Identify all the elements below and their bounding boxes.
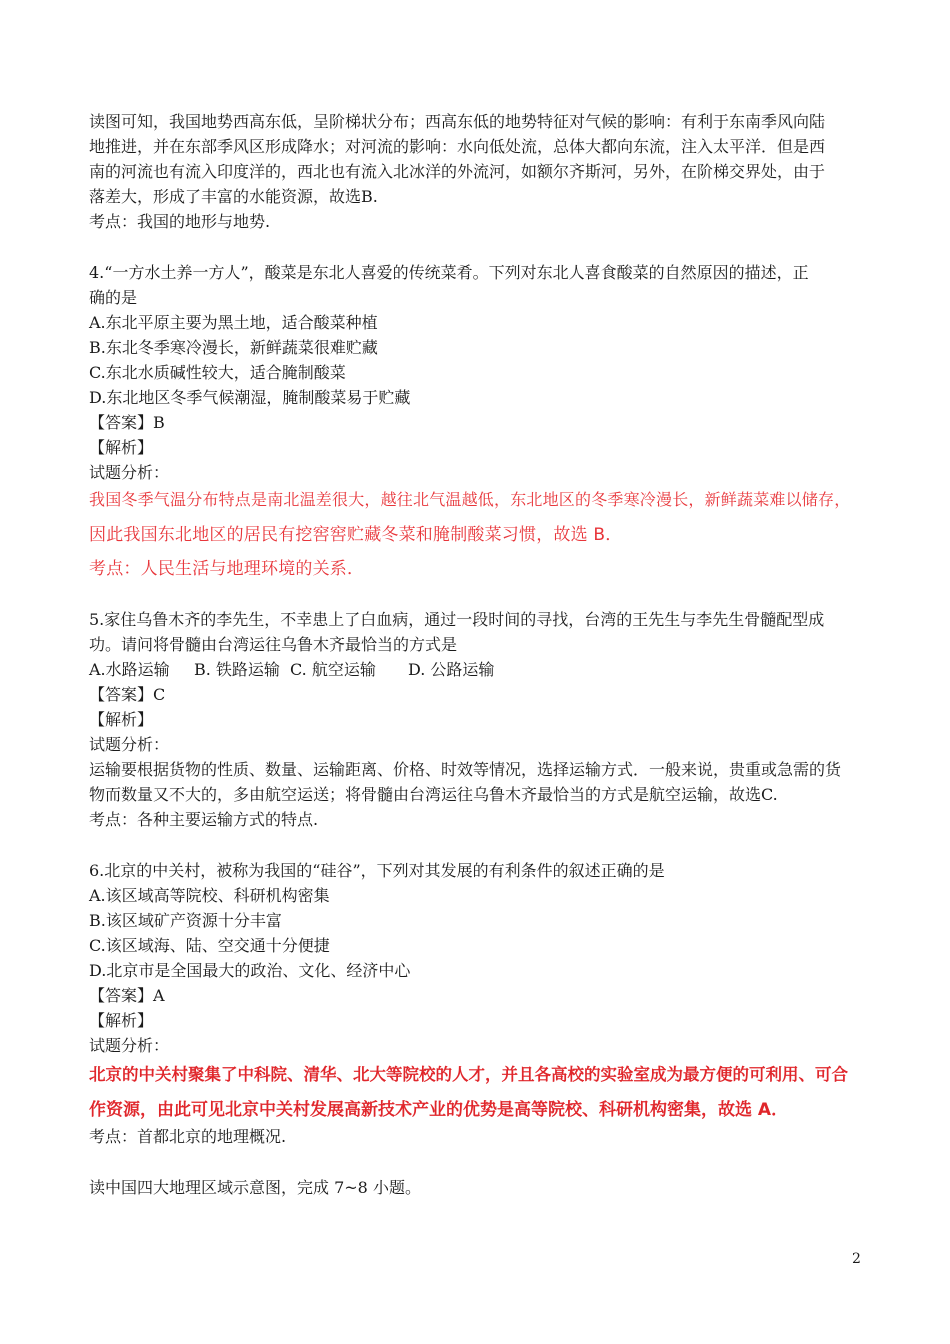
q4-option-a: A.东北平原主要为黑土地，适合酸菜种植 xyxy=(89,313,378,332)
q5-analysis-line-1: 运输要根据货物的性质、数量、运输距离、价格、时效等情况，选择运输方式．一般来说，贵重或急需的货 xyxy=(89,760,842,779)
q4-jiexi: 【解析】 xyxy=(89,438,154,457)
q6-fenxi: 试题分析： xyxy=(89,1036,170,1055)
intro-line-3: 南的河流也有流入印度洋的，西北也有流入北冰洋的外流河，如额尔齐斯河，另外，在阶梯交界处，由于 xyxy=(89,162,826,181)
q6-analysis-line-1: 北京的中关村聚集了中科院、清华、北大等院校的人才，并且各高校的实验室成为最方便的可利用、可合 xyxy=(89,1065,848,1084)
q6-option-b: B.该区域矿产资源十分丰富 xyxy=(89,911,282,930)
q5-analysis-line-2: 物而数量又不大的，多由航空运送；将骨髓由台湾运往乌鲁木齐最恰当的方式是航空运输，故选C. xyxy=(89,785,778,804)
q5-stem-2: 功。请问将骨髓由台湾运往乌鲁木齐最恰当的方式是 xyxy=(89,635,458,654)
q4-option-d: D.东北地区冬季气候潮湿，腌制酸菜易于贮藏 xyxy=(89,388,411,407)
q5-option-a: A.水路运输 xyxy=(89,660,170,679)
q5-kaodian: 考点：各种主要运输方式的特点. xyxy=(89,810,319,829)
next-question-intro: 读中国四大地理区域示意图，完成 7~8 小题。 xyxy=(89,1178,421,1197)
q5-jiexi: 【解析】 xyxy=(89,710,154,729)
intro-line-1: 读图可知，我国地势西高东低，呈阶梯状分布；西高东低的地势特征对气候的影响：有利于东南季风向陆 xyxy=(89,112,826,131)
q6-option-d: D.北京市是全国最大的政治、文化、经济中心 xyxy=(89,961,411,980)
q4-stem-1: 4.“一方水土养一方人”，酸菜是东北人喜爱的传统菜肴。下列对东北人喜食酸菜的自然原因的描述，正 xyxy=(89,263,809,282)
intro-kaodian: 考点：我国的地形与地势. xyxy=(89,212,271,231)
q5-stem-1: 5.家住乌鲁木齐的李先生，不幸患上了白血病，通过一段时间的寻找，台湾的王先生与李先生骨髓配型成 xyxy=(89,610,825,629)
q6-answer: 【答案】A xyxy=(89,986,165,1005)
q4-option-b: B.东北冬季寒冷漫长，新鲜蔬菜很难贮藏 xyxy=(89,338,378,357)
q5-option-d: D. 公路运输 xyxy=(408,660,495,679)
q5-option-b: B. 铁路运输 xyxy=(194,660,280,679)
q5-fenxi: 试题分析： xyxy=(89,735,170,754)
q4-option-c: C.东北水质碱性较大，适合腌制酸菜 xyxy=(89,363,346,382)
q4-kaodian: 考点：人民生活与地理环境的关系． xyxy=(89,559,365,579)
q5-options-row xyxy=(89,659,494,681)
q6-jiexi: 【解析】 xyxy=(89,1011,154,1030)
q5-option-c: C. 航空运输 xyxy=(290,660,376,679)
intro-line-2: 地推进，并在东部季风区形成降水；对河流的影响：水向低处流，总体大都向东流，注入太平洋．但是西 xyxy=(89,137,826,156)
q6-option-c: C.该区域海、陆、空交通十分便捷 xyxy=(89,936,330,955)
q6-analysis-line-2: 作资源，由此可见北京中关村发展高新技术产业的优势是高等院校、科研机构密集，故选 A． xyxy=(89,1100,789,1120)
intro-line-4: 落差大，形成了丰富的水能资源，故选B. xyxy=(89,187,378,206)
q4-stem-2: 确的是 xyxy=(89,288,138,307)
q5-answer: 【答案】C xyxy=(89,685,166,704)
q6-option-a: A.该区域高等院校、科研机构密集 xyxy=(89,886,330,905)
page-number: 2 xyxy=(852,1251,861,1267)
q4-answer: 【答案】B xyxy=(89,413,165,432)
q4-fenxi: 试题分析： xyxy=(89,463,170,482)
q4-analysis-line-2: 因此我国东北地区的居民有挖窖窖贮藏冬菜和腌制酸菜习惯，故选 B． xyxy=(89,525,623,545)
q6-stem: 6.北京的中关村，被称为我国的“硅谷”，下列对其发展的有利条件的叙述正确的是 xyxy=(89,861,665,880)
q6-kaodian: 考点：首都北京的地理概况. xyxy=(89,1127,287,1146)
q4-analysis-line-1: 我国冬季气温分布特点是南北温差很大，越往北气温越低，东北地区的冬季寒冷漫长，新鲜蔬菜难以储存， xyxy=(89,490,851,509)
